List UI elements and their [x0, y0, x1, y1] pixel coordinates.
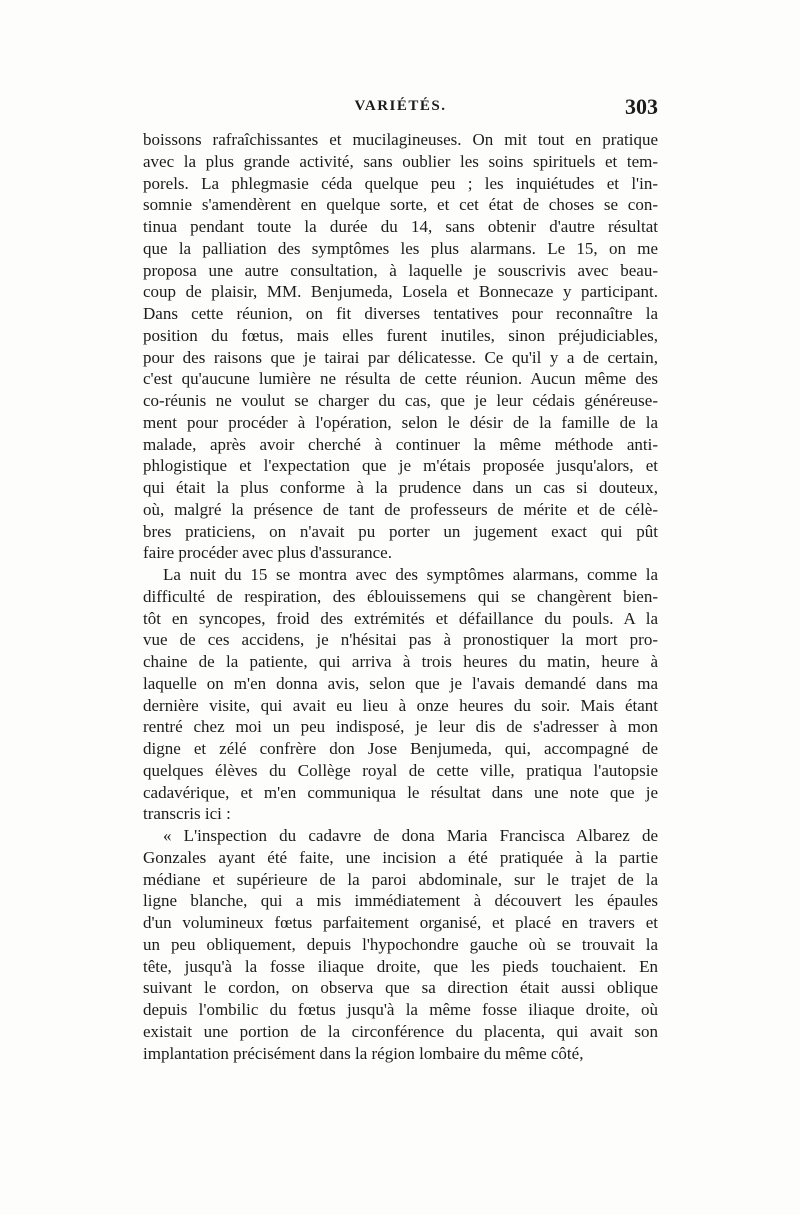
text-line: bres praticiens, on n'avait pu porter un jugement exact qui pût	[143, 521, 658, 541]
text-line: d'un volumineux fœtus parfaitement organisé, et placé en travers et	[143, 913, 658, 932]
text-line: digne et zélé confrère don Jose Benjumeda, qui, accompagné de	[143, 739, 658, 758]
text-line: suivant le cordon, on observa que sa direction était aussi oblique	[143, 978, 658, 998]
text-line: proposa une autre consultation, à laquelle je souscrivis avec beau-	[143, 260, 658, 280]
text-line: Dans cette réunion, on fit diverses tentatives pour reconnaître la	[143, 304, 658, 323]
text-line: existait une portion de la circonférence du placenta, qui avait son	[143, 1021, 658, 1041]
text-line: difficulté de respiration, des éblouissemens qui se changèrent bien-	[143, 586, 658, 606]
text-line: cadavérique, et m'en communiqua le résultat dans une note que je	[143, 782, 658, 802]
text-line: transcris ici :	[143, 804, 231, 824]
text-line: boissons rafraîchissantes et mucilagineuses. On mit tout en pratique	[143, 130, 658, 149]
text-line: vue de ces accidens, je n'hésitai pas à pronostiquer la mort pro-	[143, 630, 658, 650]
text-line: tôt en syncopes, froid des extrémités et défaillance du pouls. A la	[143, 608, 658, 628]
text-line: co-réunis ne voulut se charger du cas, que je leur cédais généreuse-	[143, 391, 658, 410]
text-line: c'est qu'aucune lumière ne résulta de cette réunion. Aucun même des	[143, 369, 658, 389]
text-line: rentré chez moi un peu indisposé, je leur dis de s'adresser à mon	[143, 717, 658, 737]
text-line: avec la plus grande activité, sans oublier les soins spirituels et tem-	[143, 151, 658, 171]
text-line: ment pour procéder à l'opération, selon le désir de la famille de la	[143, 412, 658, 432]
text-line: La nuit du 15 se montra avec des symptômes alarmans, comme la	[163, 565, 658, 584]
text-line: phlogistique et l'expectation que je m'étais proposée jusqu'alors, et	[143, 456, 658, 476]
text-line: laquelle on m'en donna avis, selon que je l'avais demandé dans ma	[143, 673, 658, 693]
text-line: pour des raisons que je tairai par délicatesse. Ce qu'il y a de certain,	[143, 347, 658, 367]
paragraph	[143, 825, 658, 1064]
text-line: faire procéder avec plus d'assurance.	[143, 543, 392, 563]
text-line: tête, jusqu'à la fosse iliaque droite, que les pieds touchaient. En	[143, 956, 658, 976]
text-line: coup de plaisir, MM. Benjumeda, Losela et Bonnecaze y participant.	[143, 282, 658, 302]
text-line: tinua pendant toute la durée du 14, sans obtenir d'autre résultat	[143, 217, 658, 236]
text-line: où, malgré la présence de tant de professeurs de mérite et de célè-	[143, 499, 658, 519]
text-line: dernière visite, qui avait eu lieu à onze heures du soir. Mais étant	[143, 695, 658, 715]
body-text	[143, 129, 658, 1064]
text-line: depuis l'ombilic du fœtus jusqu'à la même fosse iliaque droite, où	[143, 1000, 658, 1019]
paragraph	[143, 129, 658, 564]
text-line: Gonzales ayant été faite, une incision a été pratiquée à la partie	[143, 847, 658, 867]
text-line: implantation précisément dans la région lombaire du même côté,	[143, 1043, 584, 1063]
page-number: 303	[625, 94, 658, 119]
text-line: médiane et supérieure de la paroi abdominale, sur le trajet de la	[143, 869, 658, 889]
text-line: « L'inspection du cadavre de dona Maria Francisca Albarez de	[163, 826, 658, 845]
text-line: ligne blanche, qui a mis immédiatement à découvert les épaules	[143, 891, 658, 911]
text-line: malade, après avoir cherché à continuer la même méthode anti-	[143, 434, 658, 454]
text-line: position du fœtus, mais elles furent inutiles, sinon préjudiciables,	[143, 325, 658, 345]
text-line: chaine de la patiente, qui arriva à trois heures du matin, heure à	[143, 652, 658, 671]
running-title: VARIÉTÉS.	[354, 98, 447, 114]
text-line: qui était la plus conforme à la prudence dans un cas si douteux,	[143, 478, 658, 497]
page-header	[143, 94, 658, 124]
text-line: somnie s'amendèrent en quelque sorte, et cet état de choses se con-	[143, 195, 658, 215]
text-line: quelques élèves du Collège royal de cette ville, pratiqua l'autopsie	[143, 760, 658, 780]
text-line: porels. La phlegmasie céda quelque peu ; les inquiétudes et l'in-	[143, 173, 658, 193]
text-line: que la palliation des symptômes les plus alarmans. Le 15, on me	[143, 238, 658, 258]
text-line: un peu obliquement, depuis l'hypochondre gauche où se trouvait la	[143, 934, 658, 954]
paragraph	[143, 564, 658, 825]
